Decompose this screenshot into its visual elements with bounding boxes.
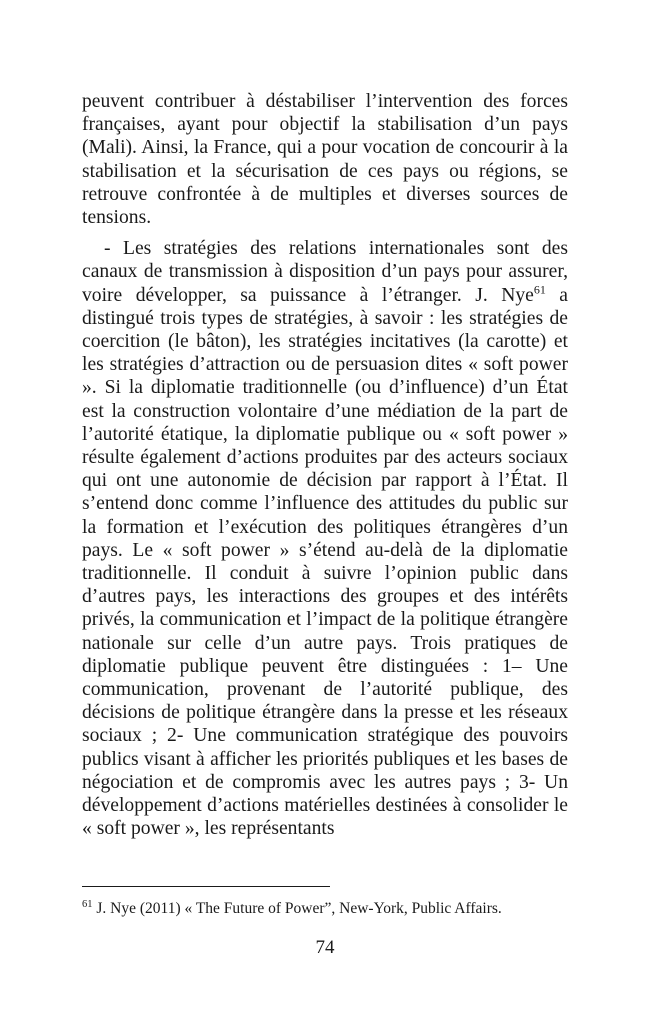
page-body	[82, 90, 568, 841]
footnote-divider	[82, 886, 330, 887]
paragraph-1: peuvent contribuer à déstabiliser l’intervention des forces françaises, ayant pour objectif la stabilisation d’un pays (Mali). Ainsi, la France, qui a pour vocation de concourir à la stabilisation et la sécurisation de ces pays ou régions, se retrouve confrontée à de multiples et diverses sources de tensions.	[82, 91, 568, 229]
footnote-text: J. Nye (2011) « The Future of Power”, New-York, Public Affairs.	[92, 900, 502, 917]
paragraph-2-text-end: a distingué trois types de stratégies, à savoir : les stratégies de coercition (le bâton), les stratégies incitatives (la carotte) et les stratégies d’attraction ou de persuasion dites « soft power ». Si la diplomatie traditionnelle (ou d’influence) d’un État est la construction volontaire d’une médiation de la part de l’autorité étatique, la diplomatie publique ou « soft power » résulte également d’actions produites par des acteurs sociaux qui ont une autonomie de décision par rapport à l’État. Il s’entend donc comme l’influence des attitudes du public sur la formation et l’exécution des politiques étrangères d’un pays. Le « soft power » s’étend au-delà de la diplomatie traditionnelle. Il conduit à suivre l’opinion public dans d’autres pays, les interactions des groupes et des intérêts privés, la communication et l’impact de la politique étrangère nationale sur celle d’un autre pays. Trois pratiques de diplomatie publique peuvent être distinguées : 1– Une communication, provenant de l’autorité publique, des décisions de politique étrangère dans la presse et les réseaux sociaux ; 2- Une communication stratégique des pouvoirs publics visant à afficher les priorités publiques et les bases de négociation et de compromis avec les autres pays ; 3- Un développement d’actions matérielles destinées à consolider le « soft power », les représentants	[82, 284, 568, 840]
paragraph-2	[82, 237, 568, 840]
page-number: 74	[315, 937, 335, 958]
footnote-reference[interactable]: 61	[533, 282, 546, 297]
footnote-number: 61	[82, 898, 93, 910]
paragraph-2-text-start: - Les stratégies des relations internationales sont des canaux de transmission à disposition d’un pays pour assurer, voire développer, sa puissance à l’étranger. J. Nye	[82, 238, 568, 306]
footnote	[82, 899, 568, 918]
